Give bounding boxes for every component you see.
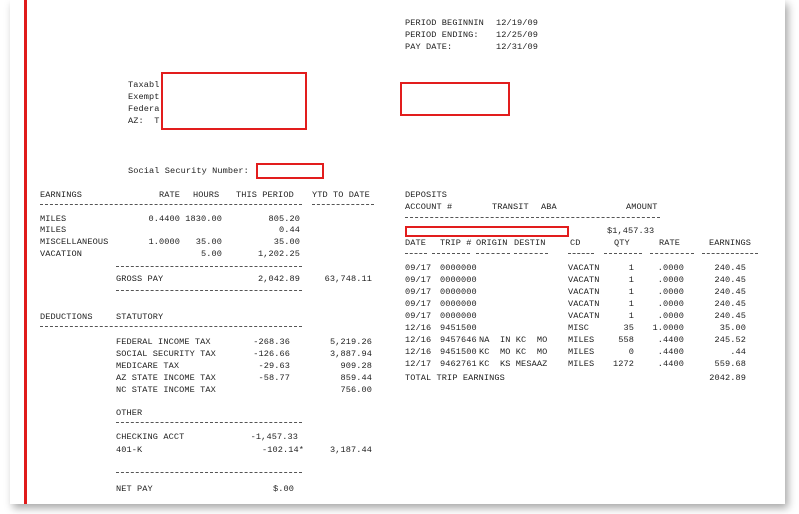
- period-ending-label: PERIOD ENDING:: [405, 30, 479, 40]
- ytd-header: YTD TO DATE: [312, 190, 370, 200]
- trip-cell-trip: 9451500: [440, 323, 477, 333]
- trip-cell-earnings: 240.45: [714, 287, 746, 297]
- gross-pay-ytd: 63,748.11: [324, 274, 372, 284]
- trip-cell-cd: VACATN: [568, 263, 600, 273]
- trip-cell-qty: 1: [628, 275, 634, 285]
- trip-cell-qty: 558: [618, 335, 634, 345]
- trip-cell-date: 09/17: [405, 263, 432, 273]
- trip-cell-trip: 0000000: [440, 299, 477, 309]
- trip-earnings-header: EARNINGS: [709, 238, 752, 248]
- redaction-box-employee: [161, 72, 307, 130]
- trip-cell-trip: 0000000: [440, 263, 477, 273]
- total-trip-earnings-label: TOTAL TRIP EARNINGS: [405, 373, 505, 383]
- trip-cell-date: 12/16: [405, 335, 432, 345]
- trip-cell-earnings: 240.45: [714, 299, 746, 309]
- trip-cell-route: NA IN KC MO: [479, 335, 548, 345]
- trip-cell-rate: .4400: [657, 335, 684, 345]
- trip-cell-earnings: 35.00: [719, 323, 746, 333]
- net-pay-value: $.00: [272, 484, 294, 494]
- gross-divider-top: [116, 266, 302, 267]
- statutory-label: STATUTORY: [116, 312, 164, 322]
- trip-cell-qty: 35: [623, 323, 634, 333]
- trip-cell-trip: 9462761: [440, 359, 477, 369]
- origin-header: ORIGIN: [476, 238, 508, 248]
- trip-cell-trip: 0000000: [440, 311, 477, 321]
- trip-cell-cd: VACATN: [568, 287, 600, 297]
- trip-cell-cd: VACATN: [568, 275, 600, 285]
- trip-cell-rate: .0000: [657, 275, 684, 285]
- ssn-label: Social Security Number:: [128, 166, 249, 176]
- employee-info-line-4: AZ: T: [128, 116, 160, 126]
- this-period-header: THIS PERIOD: [236, 190, 294, 200]
- trip-cell-date: 09/17: [405, 311, 432, 321]
- pay-date-label: PAY DATE:: [405, 42, 453, 52]
- pay-date-value: 12/31/09: [496, 42, 539, 52]
- deductions-label: DEDUCTIONS: [40, 312, 93, 322]
- trip-cell-route: KC KS MESAAZ: [479, 359, 548, 369]
- trip-cell-rate: .4400: [657, 359, 684, 369]
- rate-header: RATE: [158, 190, 180, 200]
- trip-cell-qty: 1: [628, 263, 634, 273]
- trip-cell-qty: 1: [628, 299, 634, 309]
- trip-cell-earnings: 240.45: [714, 263, 746, 273]
- employee-info-line-3: Federa: [128, 104, 160, 114]
- trip-cell-trip: 9457646: [440, 335, 477, 345]
- trip-cell-rate: .0000: [657, 299, 684, 309]
- gross-pay-this-period: 2,042.89: [257, 274, 300, 284]
- net-pay-label: NET PAY: [116, 484, 153, 494]
- trip-cell-qty: 1: [628, 311, 634, 321]
- trip-cell-rate: .4400: [657, 347, 684, 357]
- trip-cell-rate: 1.0000: [652, 323, 684, 333]
- trip-cell-earnings: 245.52: [714, 335, 746, 345]
- total-trip-earnings-value: 2042.89: [709, 373, 746, 383]
- other-label: OTHER: [116, 408, 143, 418]
- trip-cell-rate: .0000: [657, 287, 684, 297]
- gross-divider-bottom: [116, 290, 302, 291]
- trip-cell-date: 12/16: [405, 323, 432, 333]
- period-ending-value: 12/25/09: [496, 30, 539, 40]
- trip-cell-trip: 0000000: [440, 275, 477, 285]
- period-beginning-label: PERIOD BEGINNIN: [405, 18, 484, 28]
- trip-cell-qty: 1: [628, 287, 634, 297]
- hours-header: HOURS: [193, 190, 220, 200]
- ytd-divider: [312, 204, 374, 205]
- destin-header: DESTIN: [514, 238, 546, 248]
- trip-cell-earnings: 240.45: [714, 311, 746, 321]
- trip-cell-rate: .0000: [657, 311, 684, 321]
- trip-cell-earnings: 240.45: [714, 275, 746, 285]
- account-header: ACCOUNT #: [405, 202, 453, 212]
- other-divider: [116, 422, 302, 423]
- trip-number-header: TRIP #: [440, 238, 472, 248]
- qty-header: QTY: [614, 238, 630, 248]
- employee-info-line-2: Exempt: [128, 92, 160, 102]
- trip-cell-trip: 9451500: [440, 347, 477, 357]
- trip-cell-qty: 1272: [612, 359, 634, 369]
- trip-cell-route: KC MO KC MO: [479, 347, 548, 357]
- trip-date-header: DATE: [405, 238, 427, 248]
- earnings-header: EARNINGS: [40, 190, 83, 200]
- trip-cell-date: 12/16: [405, 347, 432, 357]
- deposits-divider: [405, 217, 660, 218]
- trip-cell-qty: 0: [628, 347, 634, 357]
- employee-info-line-1: Taxabl: [128, 80, 160, 90]
- aba-header: ABA: [541, 202, 557, 212]
- trip-cell-cd: VACATN: [568, 299, 600, 309]
- cd-header: CD: [570, 238, 581, 248]
- trip-cell-date: 09/17: [405, 275, 432, 285]
- deposit-amount: $1,457.33: [607, 226, 655, 236]
- trip-cell-earnings: 559.68: [714, 359, 746, 369]
- trip-cell-date: 09/17: [405, 287, 432, 297]
- trip-cell-trip: 0000000: [440, 287, 477, 297]
- trip-rate-header: RATE: [659, 238, 681, 248]
- redaction-box-account: [405, 226, 569, 237]
- trip-cell-cd: MILES: [568, 335, 595, 345]
- trip-cell-date: 09/17: [405, 299, 432, 309]
- trip-cell-cd: MILES: [568, 359, 595, 369]
- gross-pay-label: GROSS PAY: [116, 274, 164, 284]
- trip-cell-date: 12/17: [405, 359, 432, 369]
- net-pay-divider: [116, 472, 302, 473]
- deductions-divider: [40, 326, 302, 327]
- deposits-label: DEPOSITS: [405, 190, 448, 200]
- earnings-divider: [40, 204, 302, 205]
- trip-cell-cd: MILES: [568, 347, 595, 357]
- trip-cell-cd: VACATN: [568, 311, 600, 321]
- redaction-box-address: [400, 82, 510, 116]
- trip-cell-rate: .0000: [657, 263, 684, 273]
- transit-header: TRANSIT: [492, 202, 529, 212]
- paystub-page: PERIOD BEGINNIN 12/19/09 PERIOD ENDING: 12/25/09 PAY DATE: 12/31/09 Taxabl Exempt Federa AZ: T Social Security Number: EARNINGS RATE HOURS THIS PERIOD YTD TO DATE MILES 0.4400 1830.00 805.20 MILES 0.44 MISCELLANEOUS 1.0000 35.00 35.00 VACATION 5.00 1,202.25 GROSS PAY 2,042.89 63,748.11 DEDUCTIONS STATUTORY FEDERAL INCOME TAX -268.36 5,219.26 SOCIAL SECURITY TAX -126.66 3,887.94 MEDICARE TAX -29.63 909.28 AZ STATE INCOME TAX -58.77 859.44 NC STATE INCOME TAX 756.00 OTHER CHECKING ACCT -1,457.33 401-K -102.14* 3,187.44 NET PAY $.00 DEPOSITS ACCOUNT # TRANSIT ABA AMOUNT $1,457.33 DATE TRIP # ORIGIN DESTIN CD QTY RATE EARNINGS 09/17 0000000 VACATN 1 .0000 240.45 09/17 0000000 VACATN 1 .0000 240.45 09/17 0000000 VACATN 1 .0000 240.45 09/17 0000000 VACATN 1 .0000 240.45 09/17 0000000 VACATN 1 .0000 240.45 12/16 9451500 MISC 35 1.0000 35.00 12/16 9457646 NA IN KC MO MILES 558 .4400 245.52 12/16 9451500 KC MO KC MO MILES 0 .4400 .44 12/17 9462761 KC KS MESAAZ MILES 1272 .4400 559.68 TOTAL TRIP EARNINGS 2042.89: [10, 0, 785, 504]
- amount-header: AMOUNT: [626, 202, 658, 212]
- trip-cell-earnings: .44: [730, 347, 746, 357]
- trip-cell-cd: MISC: [568, 323, 590, 333]
- redaction-box-ssn: [256, 163, 324, 179]
- margin-red-line: [24, 0, 27, 504]
- period-beginning-value: 12/19/09: [496, 18, 539, 28]
